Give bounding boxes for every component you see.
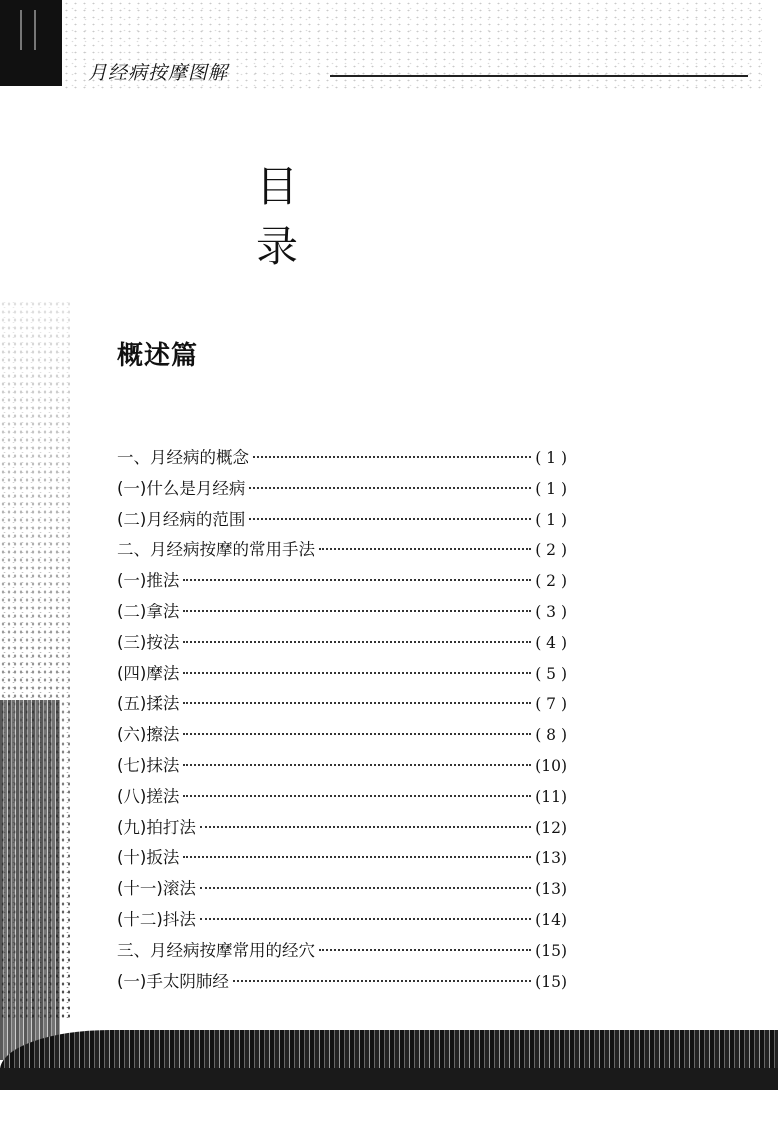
- toc-entry-label: (九)拍打法: [117, 817, 196, 837]
- toc-entry-page: ( 1 ): [535, 510, 567, 529]
- toc-leader-dots: [183, 733, 531, 735]
- toc-entry-label: (五)揉法: [117, 694, 180, 714]
- toc-leader-dots: [183, 702, 531, 704]
- toc-entry-label: (十二)抖法: [117, 909, 196, 929]
- scan-shadow-left: [0, 700, 60, 1060]
- toc-entry[interactable]: [117, 875, 567, 906]
- toc-leader-dots: [183, 641, 531, 643]
- toc-entry[interactable]: [117, 752, 567, 783]
- toc-entry-page: ( 2 ): [535, 572, 567, 591]
- toc-entry-page: ( 7 ): [535, 695, 567, 714]
- toc-entry-page: ( 3 ): [535, 602, 567, 621]
- toc-entry[interactable]: [117, 567, 567, 598]
- header-rule: [330, 75, 748, 77]
- toc-entry[interactable]: [117, 660, 567, 691]
- toc-leader-dots: [200, 887, 531, 889]
- toc-leader-dots: [253, 456, 531, 458]
- toc-entry-label: (一)什么是月经病: [117, 478, 246, 498]
- toc-entry-label: (一)手太阴肺经: [117, 971, 229, 991]
- toc-leader-dots: [183, 856, 531, 858]
- toc-entry-page: (15): [535, 941, 567, 960]
- toc-entry-page: ( 1 ): [535, 449, 567, 467]
- toc-leader-dots: [233, 980, 531, 982]
- toc-entry-label: (十)扳法: [117, 848, 180, 868]
- toc-entry-label: 三、月经病按摩常用的经穴: [117, 940, 315, 960]
- toc-leader-dots: [183, 579, 531, 581]
- toc-entry[interactable]: [117, 444, 567, 475]
- toc-entry-label: (三)按法: [117, 632, 180, 652]
- toc-leader-dots: [200, 826, 531, 828]
- toc-entry[interactable]: [117, 629, 567, 660]
- toc-entry-label: (八)搓法: [117, 786, 180, 806]
- toc-leader-dots: [183, 764, 531, 766]
- toc-entry-page: (13): [535, 880, 567, 899]
- toc-entry-page: (10): [535, 756, 567, 775]
- toc-entry-page: (12): [535, 818, 567, 837]
- toc-leader-dots: [183, 795, 531, 797]
- table-of-contents: [117, 444, 567, 998]
- toc-entry-page: (13): [535, 849, 567, 868]
- toc-entry-page: ( 5 ): [535, 664, 567, 683]
- section-title: 概述篇: [117, 341, 199, 371]
- toc-leader-dots: [249, 518, 531, 520]
- toc-entry-label: 二、月经病按摩的常用手法: [117, 540, 315, 560]
- toc-entry-label: (二)月经病的范围: [117, 509, 246, 529]
- running-header-title: 月经病按摩图解: [88, 62, 229, 84]
- toc-entry-page: ( 4 ): [535, 633, 567, 652]
- toc-entry[interactable]: [117, 506, 567, 537]
- toc-entry-label: (一)推法: [117, 571, 180, 591]
- page-title: 目 录: [256, 162, 497, 271]
- toc-entry-page: (14): [535, 910, 567, 929]
- toc-entry[interactable]: [117, 690, 567, 721]
- toc-entry[interactable]: [117, 814, 567, 845]
- toc-entry-label: (二)拿法: [117, 601, 180, 621]
- toc-leader-dots: [200, 918, 531, 920]
- corner-print-mark: [0, 0, 62, 86]
- toc-entry-label: (十一)滚法: [117, 879, 196, 899]
- toc-entry[interactable]: [117, 475, 567, 506]
- toc-entry-page: (15): [535, 972, 567, 991]
- scan-shadow-bottom: [0, 1030, 778, 1090]
- toc-entry[interactable]: [117, 937, 567, 968]
- toc-entry-label: 一、月经病的概念: [117, 448, 249, 467]
- toc-leader-dots: [183, 672, 531, 674]
- toc-entry[interactable]: [117, 536, 567, 567]
- toc-entry-label: (七)抹法: [117, 755, 180, 775]
- toc-leader-dots: [319, 949, 531, 951]
- toc-entry[interactable]: [117, 783, 567, 814]
- toc-entry[interactable]: [117, 844, 567, 875]
- toc-entry[interactable]: [117, 721, 567, 752]
- toc-entry-page: ( 2 ): [535, 541, 567, 560]
- toc-entry[interactable]: [117, 598, 567, 629]
- toc-entry-label: (四)摩法: [117, 663, 180, 683]
- toc-entry-page: (11): [535, 787, 567, 806]
- toc-entry-page: ( 1 ): [535, 479, 567, 498]
- toc-entry[interactable]: [117, 968, 567, 999]
- toc-entry-label: (六)擦法: [117, 725, 180, 745]
- toc-leader-dots: [183, 610, 531, 612]
- toc-leader-dots: [319, 548, 531, 550]
- toc-leader-dots: [249, 487, 531, 489]
- toc-entry[interactable]: [117, 906, 567, 937]
- toc-entry-page: ( 8 ): [535, 726, 567, 745]
